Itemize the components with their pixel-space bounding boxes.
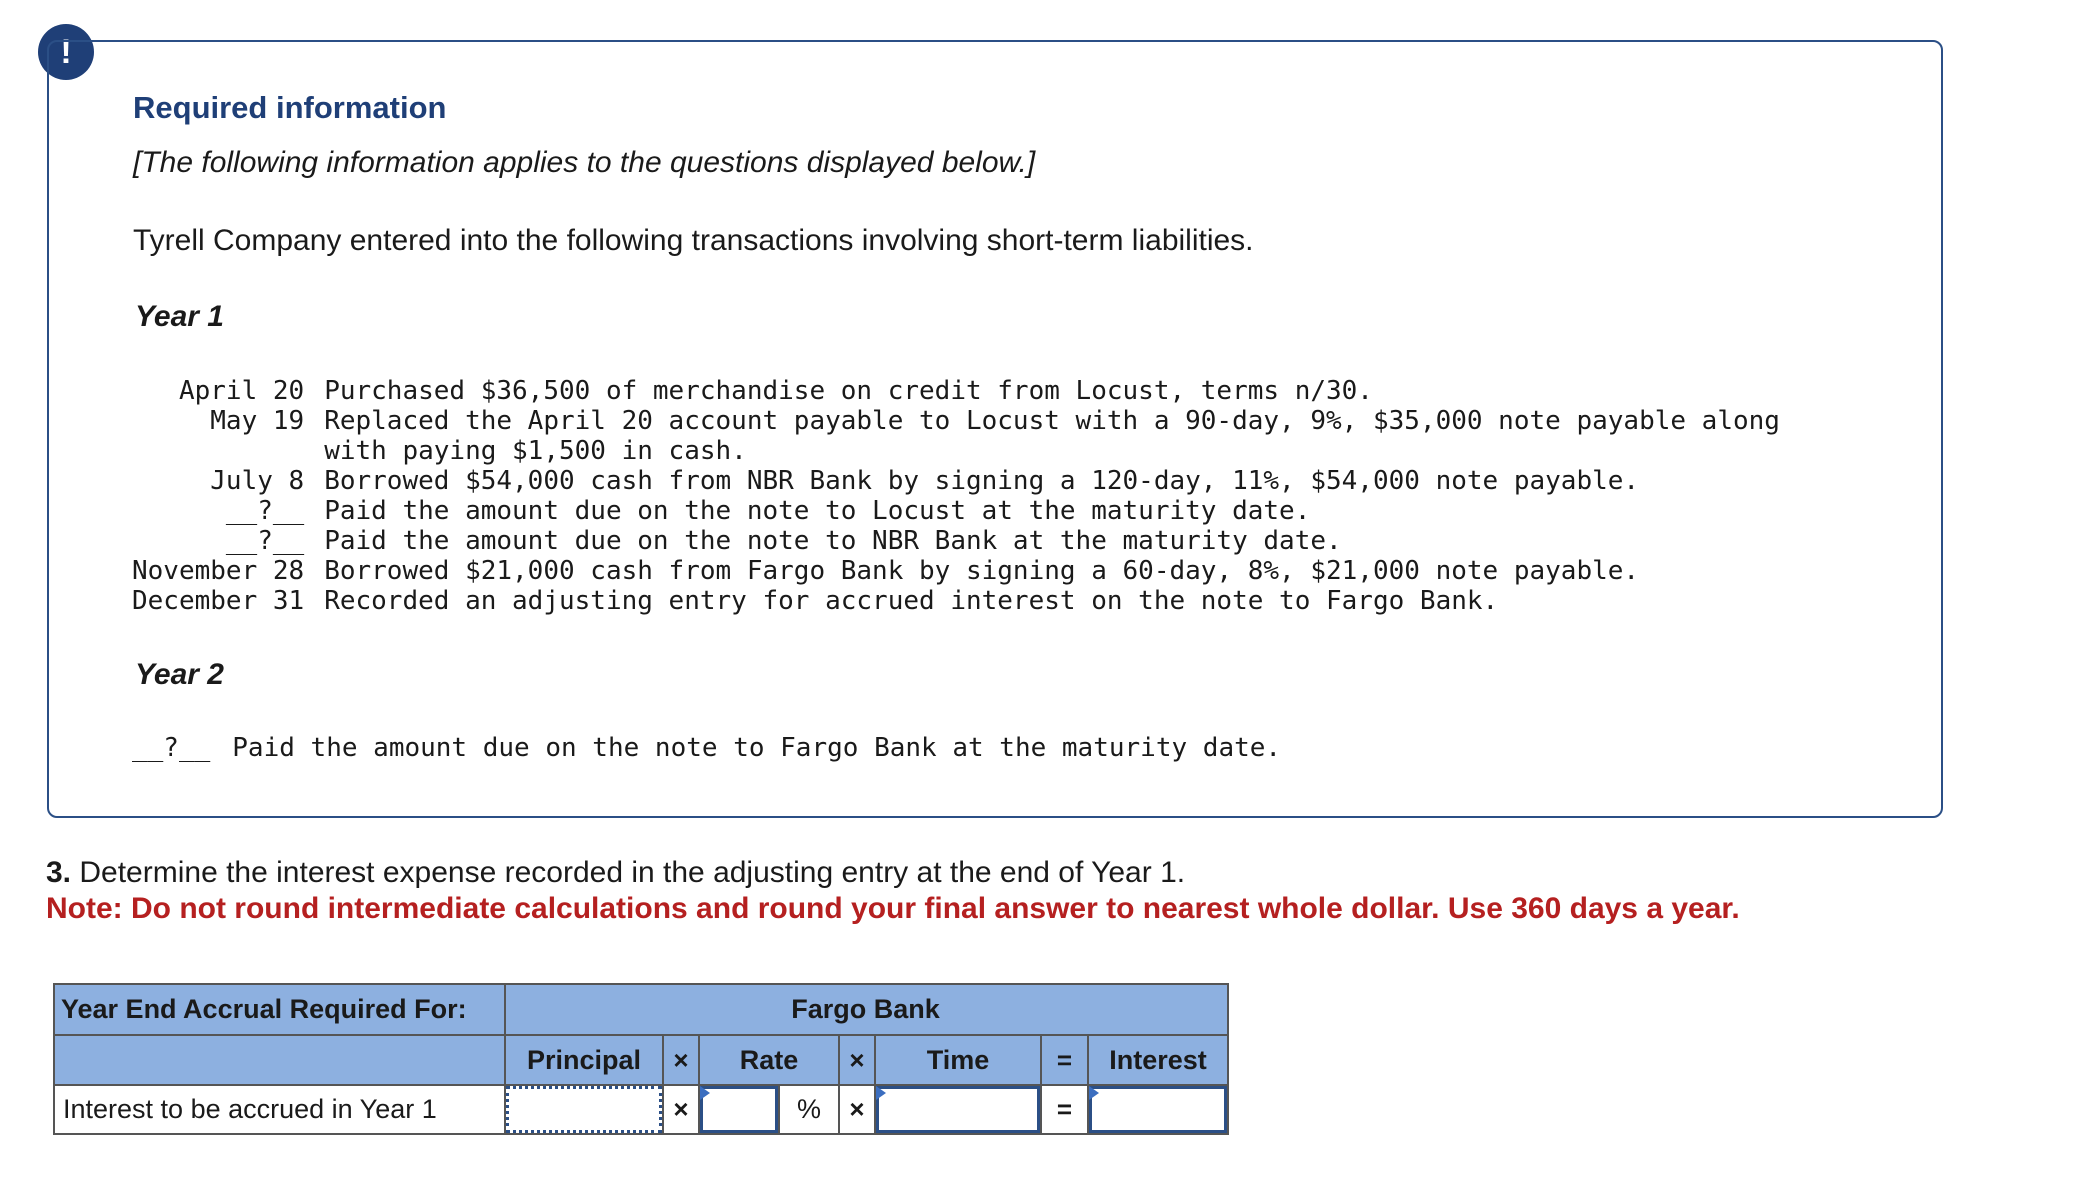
grid-line — [55, 1034, 1227, 1036]
row-label-interest-accrued: Interest to be accrued in Year 1 — [63, 1094, 437, 1124]
transaction-date: May 19 — [210, 406, 305, 436]
transaction-text: Borrowed $21,000 cash from Fargo Bank by signing a 60-day, 8%, $21,000 note payable. — [324, 556, 1640, 586]
header-principal: Principal — [506, 1036, 662, 1084]
principal-input[interactable] — [506, 1086, 662, 1133]
year2-transaction — [132, 733, 1281, 763]
percent-sign: % — [796, 1094, 821, 1124]
transaction-date: November 28 — [132, 556, 305, 586]
year2-label: Year 2 — [135, 658, 224, 691]
transaction-row — [126, 526, 1788, 556]
transaction-text: Paid the amount due on the note to NBR Bank at the maturity date. — [324, 526, 1342, 556]
input-marker-icon — [876, 1086, 886, 1100]
transaction-row — [126, 496, 1788, 526]
transaction-row — [126, 586, 1788, 616]
transaction-row — [126, 466, 1788, 496]
times-operator: × — [673, 1094, 689, 1124]
year1-label: Year 1 — [135, 300, 224, 333]
transaction-text: Purchased $36,500 of merchandise on credit from Locust, terms n/30. — [324, 376, 1373, 406]
interest-accrual-table — [53, 983, 1229, 1135]
transaction-text: Paid the amount due on the note to Fargo Bank at the maturity date. — [232, 733, 1282, 763]
transaction-date: July 8 — [210, 466, 305, 496]
transaction-row — [126, 406, 1788, 436]
transaction-date: __?__ — [225, 496, 305, 526]
header-equals-operator: = — [1042, 1036, 1087, 1084]
question-number: 3. — [46, 856, 72, 889]
required-information-title: Required information — [133, 90, 447, 125]
interest-input[interactable] — [1089, 1086, 1227, 1133]
intro-text: Tyrell Company entered into the following transactions involving short-term liabilities. — [133, 224, 1254, 257]
header-rate: Rate — [700, 1036, 838, 1084]
header-year-end-accrual: Year End Accrual Required For: — [55, 985, 504, 1034]
applies-note: [The following information applies to the questions displayed below.] — [133, 146, 1036, 179]
header-blank — [55, 1036, 504, 1084]
rate-input[interactable] — [700, 1086, 778, 1133]
transaction-row — [126, 556, 1788, 586]
year1-transactions — [126, 376, 1788, 616]
grid-line — [778, 1084, 780, 1133]
transaction-row — [126, 376, 1788, 406]
transaction-date: __?__ — [132, 733, 211, 763]
header-times-operator: × — [840, 1036, 874, 1084]
equals-operator: = — [1056, 1094, 1073, 1124]
transaction-row — [126, 436, 1788, 466]
question-note: Note: Do not round intermediate calculations and round your final answer to nearest whole dollar. Use 360 days a year. — [46, 892, 1740, 925]
header-time: Time — [876, 1036, 1040, 1084]
time-input[interactable] — [876, 1086, 1040, 1133]
transaction-text: Replaced the April 20 account payable to Locust with a 90-day, 9%, $35,000 note payable along — [324, 406, 1780, 436]
transaction-text: Borrowed $54,000 cash from NBR Bank by signing a 120-day, 11%, $54,000 note payable. — [324, 466, 1640, 496]
transaction-date: __?__ — [225, 526, 305, 556]
input-marker-icon — [1089, 1086, 1099, 1100]
header-times-operator: × — [664, 1036, 698, 1084]
transaction-text: Recorded an adjusting entry for accrued interest on the note to Fargo Bank. — [324, 586, 1499, 616]
question-text: Determine the interest expense recorded in the adjusting entry at the end of Year 1. — [79, 856, 1186, 889]
alert-icon: ! — [38, 24, 94, 80]
header-interest: Interest — [1089, 1036, 1227, 1084]
question-3 — [46, 856, 1185, 890]
input-marker-icon — [700, 1086, 710, 1100]
transaction-text: with paying $1,500 in cash. — [324, 436, 747, 466]
transaction-date: December 31 — [132, 586, 305, 616]
header-fargo-bank: Fargo Bank — [504, 985, 1227, 1034]
times-operator: × — [849, 1094, 865, 1124]
transaction-text: Paid the amount due on the note to Locust at the maturity date. — [324, 496, 1311, 526]
transaction-date — [126, 436, 304, 466]
transaction-date: April 20 — [178, 376, 305, 406]
